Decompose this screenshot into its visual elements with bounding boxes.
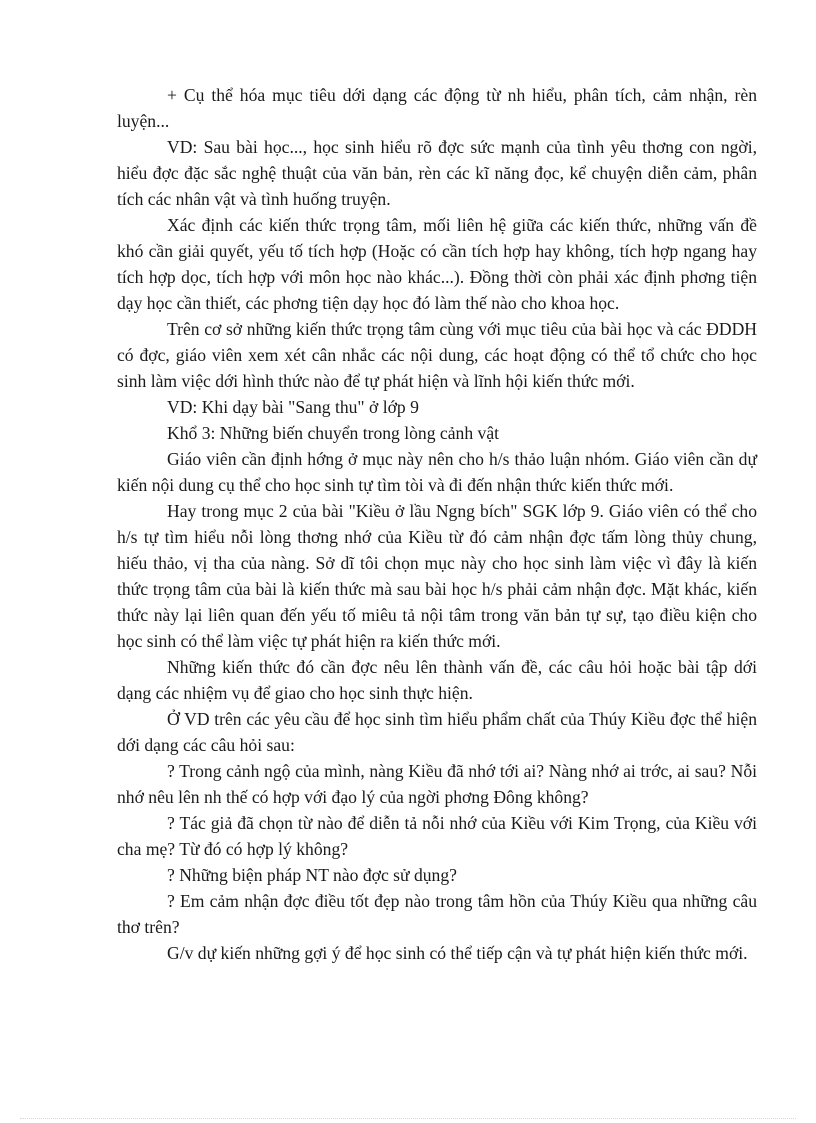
paragraph-group-discussion: Giáo viên cần định hớng ở mục này nên cho h/s thảo luận nhóm. Giáo viên cần dự kiến nội dung cụ thể cho học sinh tự tìm tòi và đi đến nhận thức kiến thức mới.: [117, 449, 757, 495]
paragraph-teacher-review: Trên cơ sở những kiến thức trọng tâm cùng với mục tiêu của bài học và các ĐDDH có đợc, giáo viên xem xét cân nhắc các nội dung, các hoạt động có thể tổ chức cho học sinh làm việc dới hình thức nào để tự phát hiện và lĩnh hội kiến thức mới.: [117, 319, 757, 391]
paragraph-questions-intro: Ở VD trên các yêu cầu để học sinh tìm hiểu phẩm chất của Thúy Kiều đợc thể hiện dới dạng các câu hỏi sau:: [117, 709, 757, 755]
paragraph-example-sang-thu: VD: Khi dạy bài "Sang thu" ở lớp 9: [167, 397, 419, 417]
paragraph-key-knowledge: Xác định các kiến thức trọng tâm, mối liên hệ giữa các kiến thức, những vấn đề khó cần giải quyết, yếu tố tích hợp (Hoặc có cần tích hợp hay không, tích hợp ngang hay tích hợp dọc, tích hợp với môn học nào khác...). Đồng thời còn phải xác định phơng tiện dạy học cần thiết, các phơng tiện dạy học đó làm thế nào cho khoa học.: [117, 215, 757, 313]
question-3: ? Những biện pháp NT nào đợc sử dụng?: [167, 865, 457, 885]
paragraph-problems: Những kiến thức đó cần đợc nêu lên thành vấn đề, các câu hỏi hoặc bài tập dới dạng các nhiệm vụ để giao cho học sinh thực hiện.: [117, 657, 757, 703]
paragraph-hints: G/v dự kiến những gợi ý để học sinh có thể tiếp cận và tự phát hiện kiến thức mới.: [167, 943, 748, 963]
paragraph-objectives: + Cụ thể hóa mục tiêu dới dạng các động từ nh hiểu, phân tích, cảm nhận, rèn luyện...: [117, 85, 757, 131]
question-1: ? Trong cảnh ngộ của mình, nàng Kiều đã nhớ tới ai? Nàng nhớ ai trớc, ai sau? Nỗi nhớ nêu lên nh thế có hợp với đạo lý của ngời phơng Đông không?: [117, 761, 757, 807]
document-page: [117, 82, 757, 966]
paragraph-example-1: VD: Sau bài học..., học sinh hiểu rõ đợc sức mạnh của tình yêu thơng con ngời, hiểu đợc đặc sắc nghệ thuật của văn bản, rèn các kĩ năng đọc, kể chuyện diễn cảm, phân tích các nhân vật và tình huống truyện.: [117, 137, 757, 209]
question-2: ? Tác giả đã chọn từ nào để diễn tả nỗi nhớ của Kiều với Kim Trọng, của Kiều với cha mẹ? Từ đó có hợp lý không?: [117, 813, 757, 859]
page-bottom-divider: [20, 1118, 796, 1119]
question-4: ? Em cảm nhận đợc điều tốt đẹp nào trong tâm hồn của Thúy Kiều qua những câu thơ trên?: [117, 891, 757, 937]
paragraph-stanza-3: Khổ 3: Những biến chuyển trong lòng cảnh vật: [167, 423, 500, 443]
paragraph-kieu-example: Hay trong mục 2 của bài "Kiều ở lầu Ngng bích" SGK lớp 9. Giáo viên có thể cho h/s tự tìm hiểu nỗi lòng thơng nhớ của Kiều từ đó cảm nhận đợc tấm lòng thủy chung, hiếu thảo, vị tha của nàng. Sở dĩ tôi chọn mục này cho học sinh làm việc vì đây là kiến thức trọng tâm của bài là kiến thức mà sau bài học h/s phải cảm nhận đợc. Mặt khác, kiến thức này lại liên quan đến yếu tố miêu tả nội tâm trong văn bản tự sự, tạo điều kiện cho học sinh có thể làm việc tự phát hiện ra kiến thức mới.: [117, 501, 757, 651]
